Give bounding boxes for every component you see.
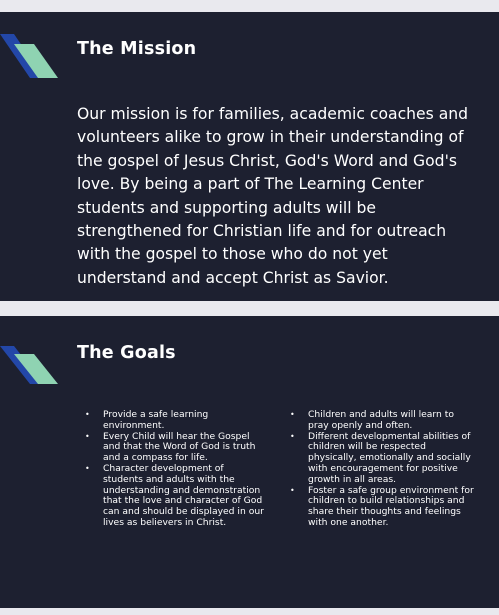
bullet-icon: •: [85, 463, 90, 473]
list-item: [290, 410, 476, 432]
mission-title: The Mission: [77, 39, 197, 59]
corner-stripes-icon: [0, 34, 60, 94]
goal-text: Foster a safe group environment for children to build relationships and share their thoughts and feelings with one another.: [308, 484, 474, 528]
bullet-icon: •: [290, 431, 295, 441]
list-item: [290, 432, 476, 486]
goals-right-list: [290, 410, 476, 529]
goal-text: Provide a safe learning environment.: [103, 409, 209, 431]
bullet-icon: •: [290, 485, 295, 495]
bullet-icon: •: [85, 431, 90, 441]
goals-title: The Goals: [77, 343, 176, 363]
corner-stripes-icon: [0, 346, 60, 406]
goal-text: Character development of students and adults with the understanding and demonstration that the love and character of God can and should be displayed in our lives as believers in Christ.: [103, 462, 264, 528]
goals-left-list: [85, 410, 265, 529]
mission-body-text: Our mission is for families, academic coaches and volunteers alike to grow in their understanding of the gospel of Jesus Christ, God's Word and God's love. By being a part of The Learning Center students and supporting adults will be strengthened for Christian life and for outreach with the gospel to those who do not yet understand and accept Christ as Savior.: [77, 105, 469, 287]
bullet-icon: •: [85, 410, 90, 419]
bullet-icon: •: [290, 410, 295, 419]
list-item: [85, 410, 265, 432]
list-item: [85, 464, 265, 529]
goals-slide: [0, 316, 499, 608]
mission-slide: [0, 12, 499, 301]
goal-text: Children and adults will learn to pray openly and often.: [308, 409, 455, 431]
list-item: [85, 432, 265, 464]
list-item: [290, 486, 476, 529]
goal-text: Every Child will hear the Gospel and that the Word of God is truth and a compass for life.: [103, 430, 256, 464]
goal-text: Different developmental abilities of children will be respected physically, emotionally and socially with encouragement for positive growth in all areas.: [308, 430, 471, 485]
